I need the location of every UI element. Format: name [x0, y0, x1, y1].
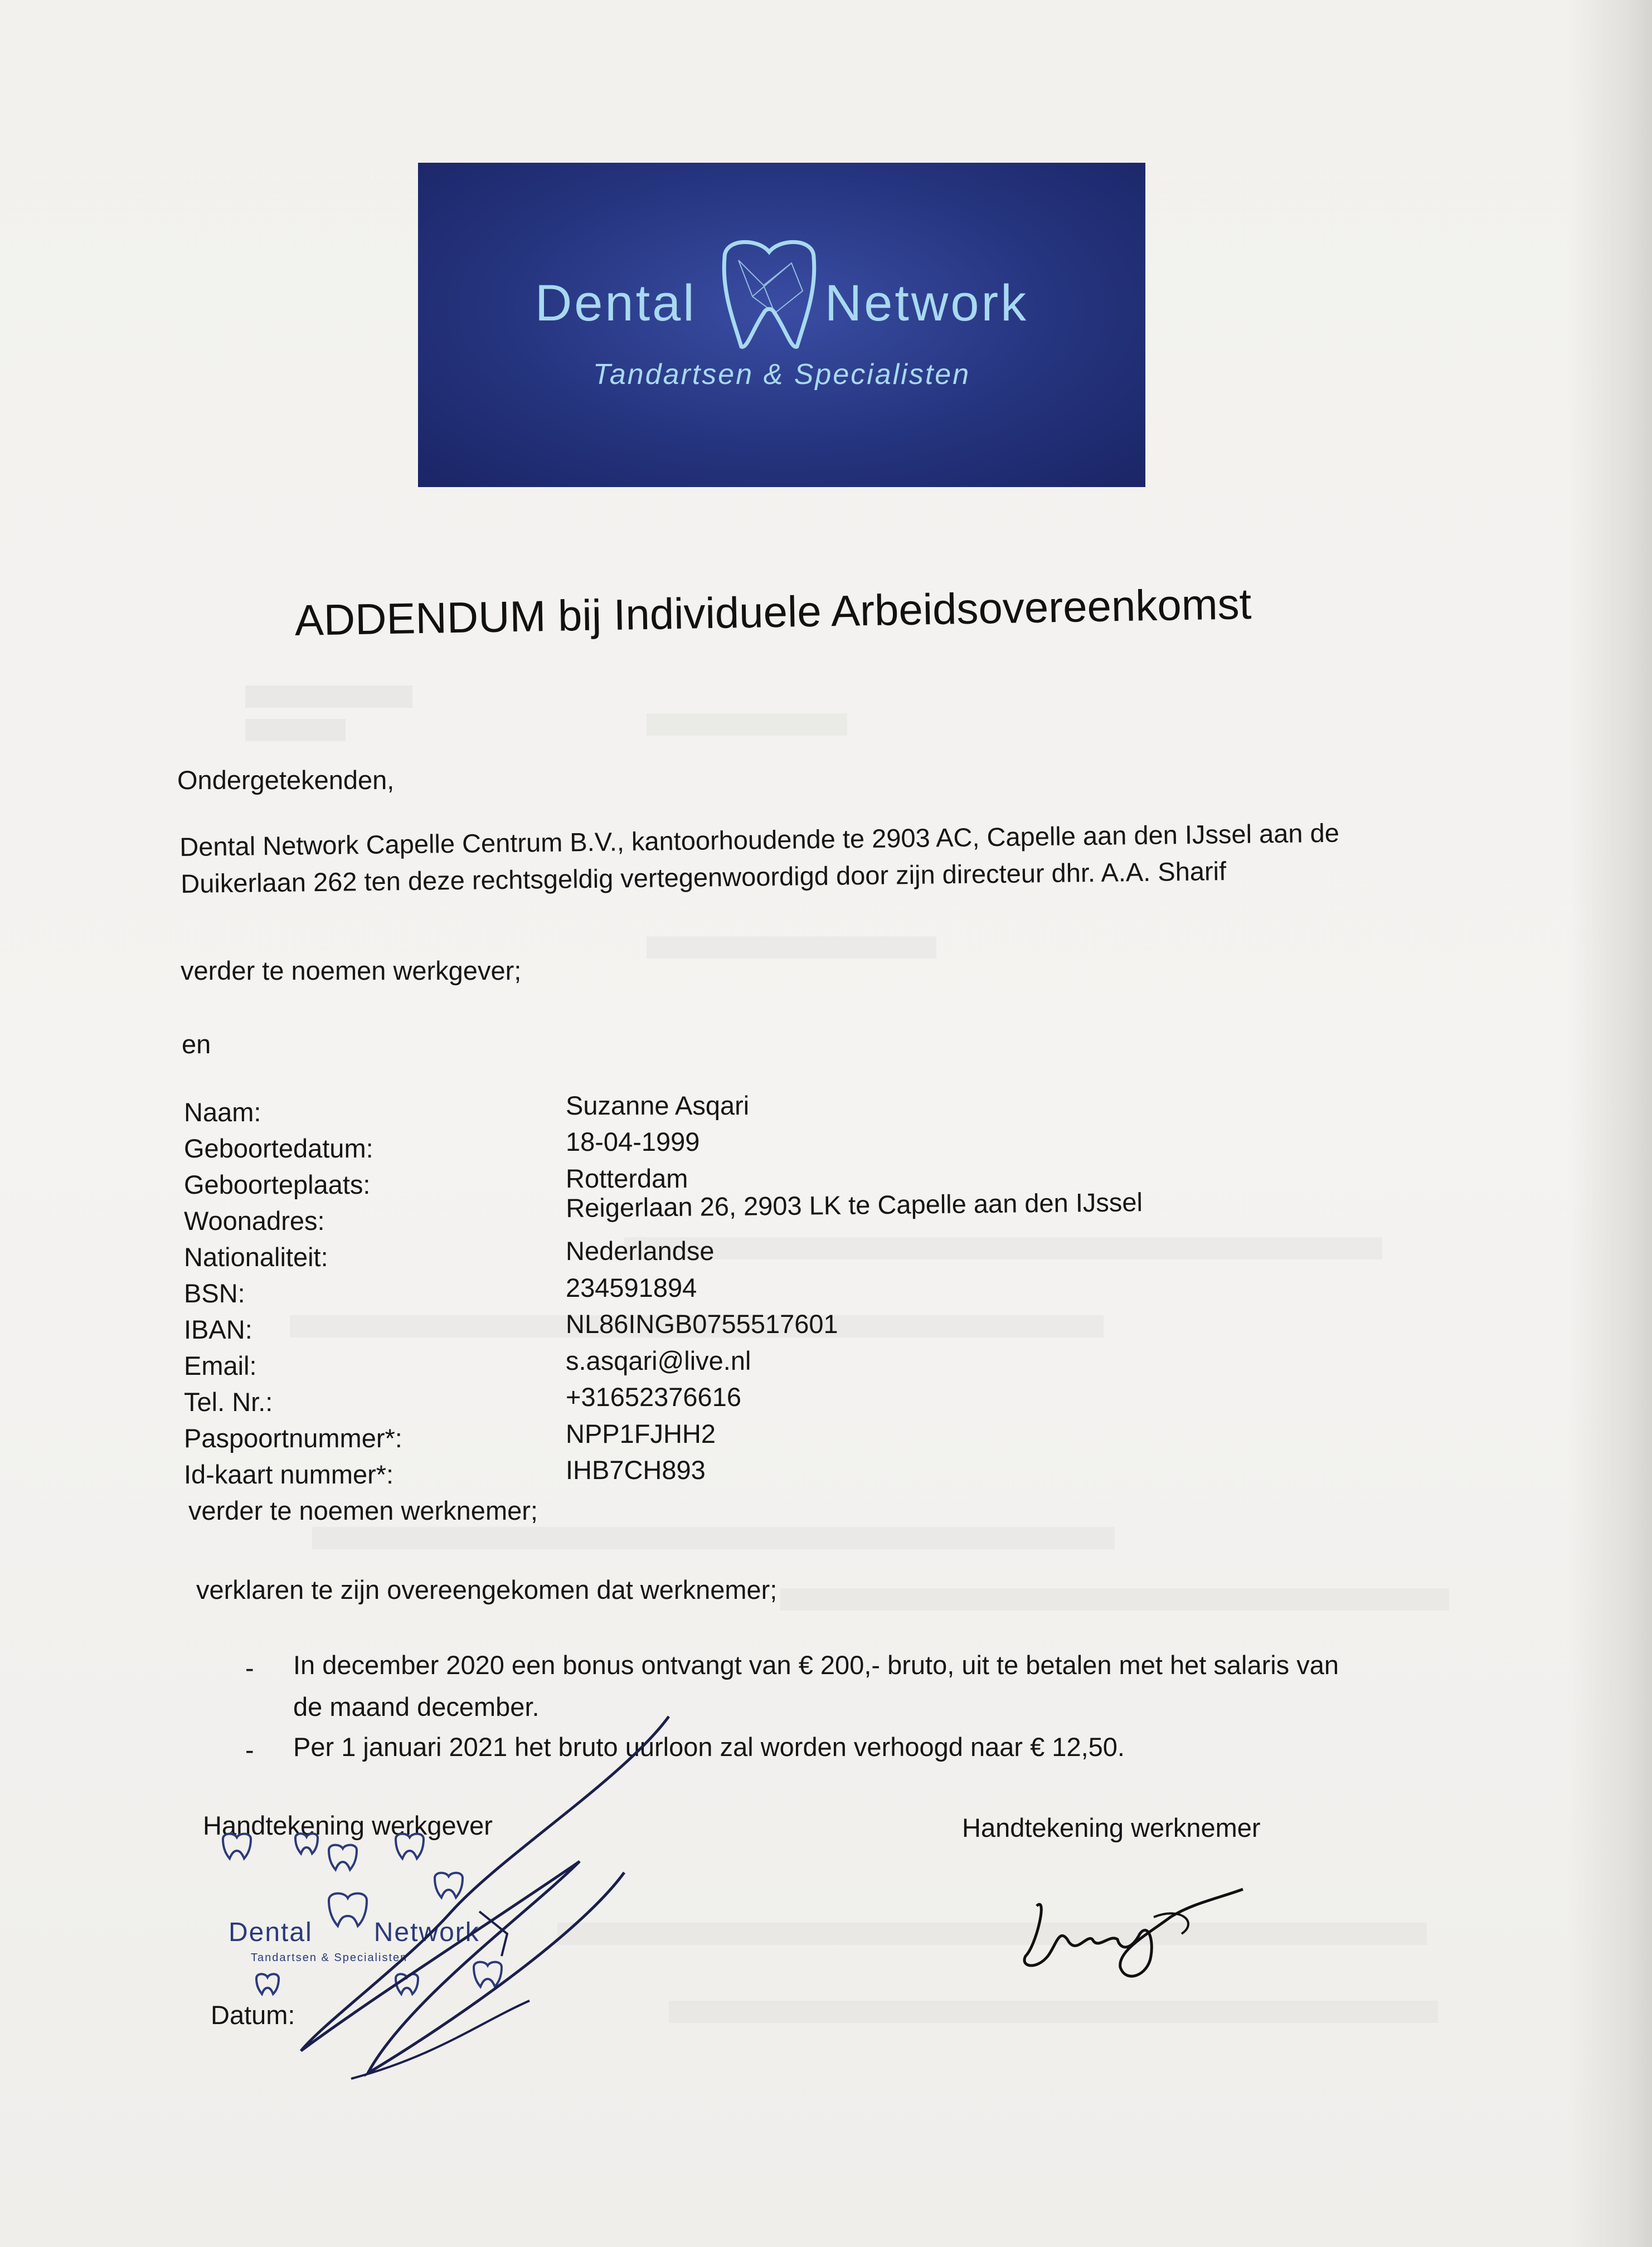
- company-logo: [418, 163, 1145, 487]
- field-label: Woonadres:: [184, 1206, 325, 1236]
- field-value: s.asqari@live.nl: [566, 1346, 751, 1375]
- bleed-through-text: [647, 936, 936, 959]
- field-label: Email:: [184, 1351, 257, 1380]
- document-title: ADDENDUM bij Individuele Arbeidsovereenkomst: [294, 579, 1252, 645]
- logo-tagline: Tandartsen & Specialisten: [592, 358, 971, 391]
- employee-signature-label: Handtekening werknemer: [962, 1813, 1261, 1842]
- stamp-brand-left: Dental: [229, 1918, 313, 1947]
- bullet-marker: -: [245, 1735, 254, 1764]
- field-label: Nationaliteit:: [184, 1242, 328, 1272]
- employee-suffix: verder te noemen werknemer;: [188, 1496, 538, 1525]
- field-value: Suzanne Asqari: [566, 1091, 750, 1120]
- bullet-2: Per 1 januari 2021 het bruto uurloon zal worden verhoogd naar € 12,50.: [293, 1732, 1125, 1762]
- stamp-brand-right: Network: [373, 1918, 480, 1947]
- agreement-intro: verklaren te zijn overeengekomen dat werknemer;: [196, 1575, 778, 1604]
- field-value: 234591894: [566, 1273, 697, 1302]
- field-value: Reigerlaan 26, 2903 LK te Capelle aan den IJssel: [566, 1187, 1143, 1223]
- employer-suffix: verder te noemen werkgever;: [181, 956, 522, 985]
- bleed-through-text: [780, 1588, 1449, 1611]
- field-label: Tel. Nr.:: [184, 1387, 273, 1417]
- bleed-through-text: [669, 2001, 1438, 2023]
- page-edge-shadow: [1568, 0, 1652, 2247]
- field-label: Paspoortnummer*:: [184, 1423, 402, 1453]
- field-value: Rotterdam: [566, 1164, 688, 1193]
- field-value: 18-04-1999: [566, 1127, 700, 1156]
- bullet-marker: -: [245, 1653, 254, 1682]
- bleed-through-text: [245, 685, 412, 708]
- intro-text: Ondergetekenden,: [177, 765, 395, 795]
- employer-signature-label: Handtekening werkgever: [203, 1811, 493, 1840]
- field-label: Geboorteplaats:: [184, 1170, 371, 1199]
- bleed-through-text: [312, 1527, 1115, 1549]
- bullet-1-line-1: In december 2020 een bonus ontvangt van € 200,- bruto, uit te betalen met het salaris van: [293, 1650, 1339, 1680]
- bullet-1-line-2: de maand december.: [293, 1692, 540, 1721]
- field-label: BSN:: [184, 1278, 245, 1308]
- employee-signature: [1014, 1872, 1248, 1995]
- field-label: Naam:: [184, 1097, 261, 1127]
- logo-brand-left: Dental: [535, 275, 697, 332]
- bleed-through-text: [624, 1237, 1382, 1259]
- employer-signature: [268, 1711, 713, 2101]
- field-value: IHB7CH893: [566, 1455, 706, 1485]
- field-value: NPP1FJHH2: [566, 1419, 716, 1448]
- field-value: NL86INGB0755517601: [566, 1309, 838, 1339]
- conjunction: en: [182, 1029, 211, 1059]
- field-label: Geboortedatum:: [184, 1134, 373, 1163]
- stamp-tagline: Tandartsen & Specialisten: [251, 1952, 408, 1964]
- bleed-through-text: [245, 719, 346, 741]
- field-value: Nederlandse: [566, 1236, 715, 1266]
- employer-line-1: Dental Network Capelle Centrum B.V., kantoorhoudende te 2903 AC, Capelle aan den IJssel aan de: [179, 818, 1340, 862]
- field-label: Id-kaart nummer*:: [184, 1460, 394, 1489]
- bleed-through-text: [647, 713, 847, 736]
- logo-brand-right: Network: [824, 275, 1029, 332]
- field-label: IBAN:: [184, 1315, 252, 1344]
- field-value: +31652376616: [566, 1382, 741, 1412]
- logo-brand: [418, 274, 1145, 333]
- date-label: Datum:: [211, 2000, 295, 2030]
- employer-line-2: Duikerlaan 262 ten deze rechtsgeldig vertegenwoordigd door zijn directeur dhr. A.A. Sharif: [181, 856, 1227, 898]
